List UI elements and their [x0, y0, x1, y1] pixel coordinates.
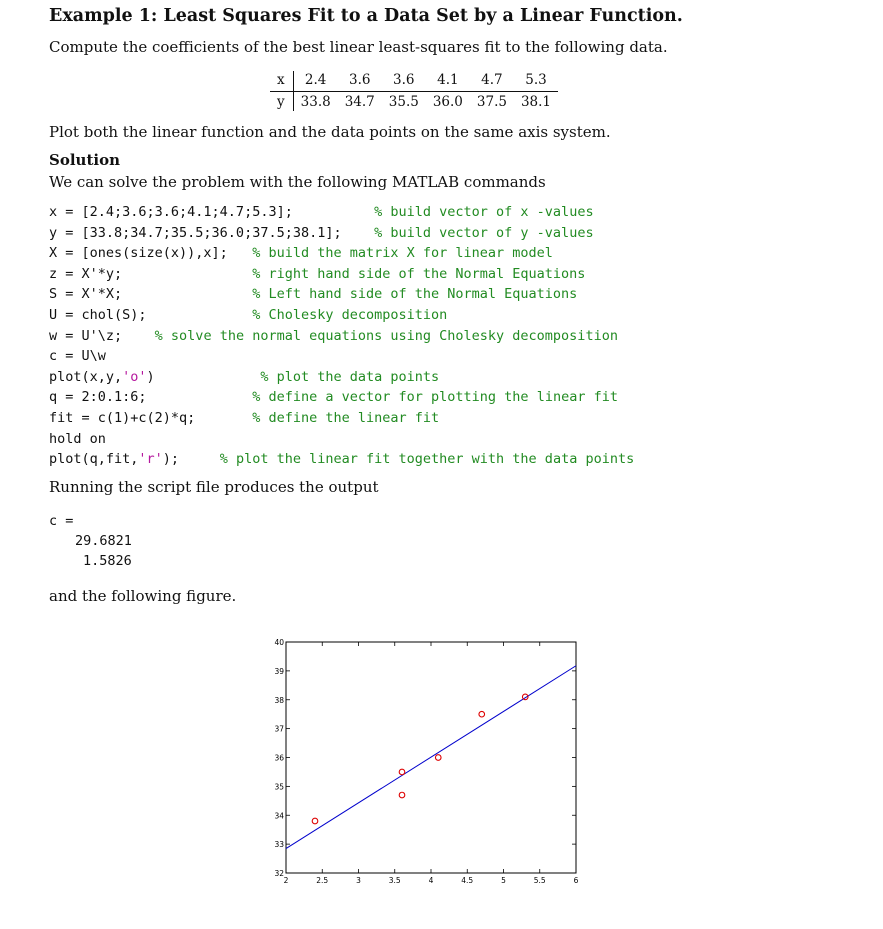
code-comment: % Cholesky decomposition: [252, 306, 448, 323]
x-tick-label: 5: [501, 876, 506, 885]
code-comment: % build vector of x -values: [374, 204, 594, 220]
code-comment: % plot the linear fit together with the data points: [219, 451, 635, 468]
y-cell: 34.7: [344, 94, 375, 110]
x-tick-label: 4.5: [461, 876, 474, 885]
code-statement: plot(q,fit,: [49, 451, 139, 468]
code-statement: z = X'*y;: [49, 265, 123, 282]
x-tick-label: 3.5: [388, 876, 401, 885]
y-label: y: [270, 92, 293, 112]
y-tick-label: 35: [274, 782, 284, 792]
y-cell: 35.5: [388, 94, 419, 110]
code-comment: % right hand side of the Normal Equations: [252, 265, 586, 282]
x-tick-label: 6: [573, 876, 579, 885]
code-comment: % define a vector for plotting the linear fit: [252, 389, 618, 406]
y-tick-label: 32: [274, 869, 284, 878]
x-tick-label: 3: [356, 876, 361, 885]
fit-line: [286, 666, 576, 849]
code-statement: S = X'*X;: [49, 286, 123, 303]
x-tick-label: 2.5: [316, 876, 329, 885]
y-tick-label: 33: [274, 840, 284, 850]
code-statement: plot(x,y,: [49, 368, 123, 385]
x-tick-label: 4: [428, 876, 434, 885]
data-point: [399, 792, 405, 798]
code-comment: % build the matrix X for linear model: [252, 245, 553, 262]
solution-text: We can solve the problem with the following MATLAB commands: [49, 173, 546, 191]
code-statement-end: ): [146, 368, 155, 385]
output-var: c =: [49, 513, 74, 529]
x-cell: 3.6: [382, 71, 426, 92]
y-tick-label: 34: [274, 811, 284, 821]
y-cell: 38.1: [520, 94, 552, 110]
running-text: Running the script file produces the output: [49, 478, 379, 496]
code-statement: fit = c(1)+c(2)*q;: [49, 409, 196, 426]
x-cell: 2.4: [293, 71, 338, 92]
y-tick-label: 38: [274, 695, 284, 705]
y-cell: 36.0: [432, 94, 463, 110]
y-cell: 33.8: [300, 94, 331, 110]
output-value: 29.6821: [75, 533, 132, 549]
code-string: 'o': [122, 368, 147, 385]
y-tick-label: 37: [274, 724, 284, 734]
code-statement: X = [ones(size(x)),x];: [49, 245, 228, 262]
data-point: [435, 755, 441, 761]
code-comment: % build vector of y -values: [374, 224, 594, 241]
x-cell: 5.3: [514, 71, 558, 92]
data-point: [399, 769, 405, 775]
example-title: Example 1: Least Squares Fit to a Data Set by a Linear Function.: [49, 6, 683, 26]
code-statement: q = 2:0.1:6;: [49, 389, 147, 406]
code-comment: % plot the data points: [260, 368, 440, 385]
figure-text: and the following figure.: [49, 587, 237, 605]
code-statement: c = U\w: [49, 348, 106, 365]
y-tick-label: 36: [274, 753, 284, 763]
solution-heading: Solution: [49, 151, 120, 169]
plot-instruction: Plot both the linear function and the data points on the same axis system.: [49, 123, 611, 141]
output-value: 1.5826: [83, 553, 132, 569]
code-statement: w = U'\z;: [49, 327, 123, 344]
data-point: [479, 711, 485, 717]
x-label: x: [270, 71, 293, 92]
code-statement: hold on: [49, 430, 106, 447]
code-statement: x = [2.4;3.6;3.6;4.1;4.7;5.3];: [49, 204, 293, 220]
code-comment: % define the linear fit: [252, 409, 440, 426]
code-statement-end: );: [162, 451, 180, 468]
x-cell: 4.1: [426, 71, 470, 92]
x-cell: 4.7: [470, 71, 514, 92]
y-tick-label: 40: [274, 638, 284, 647]
code-comment: % Left hand side of the Normal Equations: [252, 286, 578, 303]
data-point: [312, 818, 318, 824]
intro-text: Compute the coefficients of the best linear least-squares fit to the following data.: [49, 38, 668, 56]
code-statement: U = chol(S);: [49, 306, 147, 323]
y-cell: 37.5: [476, 94, 507, 110]
code-comment: % solve the normal equations using Cholesky decomposition: [154, 327, 618, 344]
x-tick-label: 2: [283, 876, 289, 885]
code-string: 'r': [138, 451, 163, 468]
x-tick-label: 5.5: [533, 876, 546, 885]
x-cell: 3.6: [338, 71, 382, 92]
y-tick-label: 39: [274, 666, 284, 676]
code-statement: y = [33.8;34.7;35.5;36.0;37.5;38.1];: [49, 224, 342, 241]
